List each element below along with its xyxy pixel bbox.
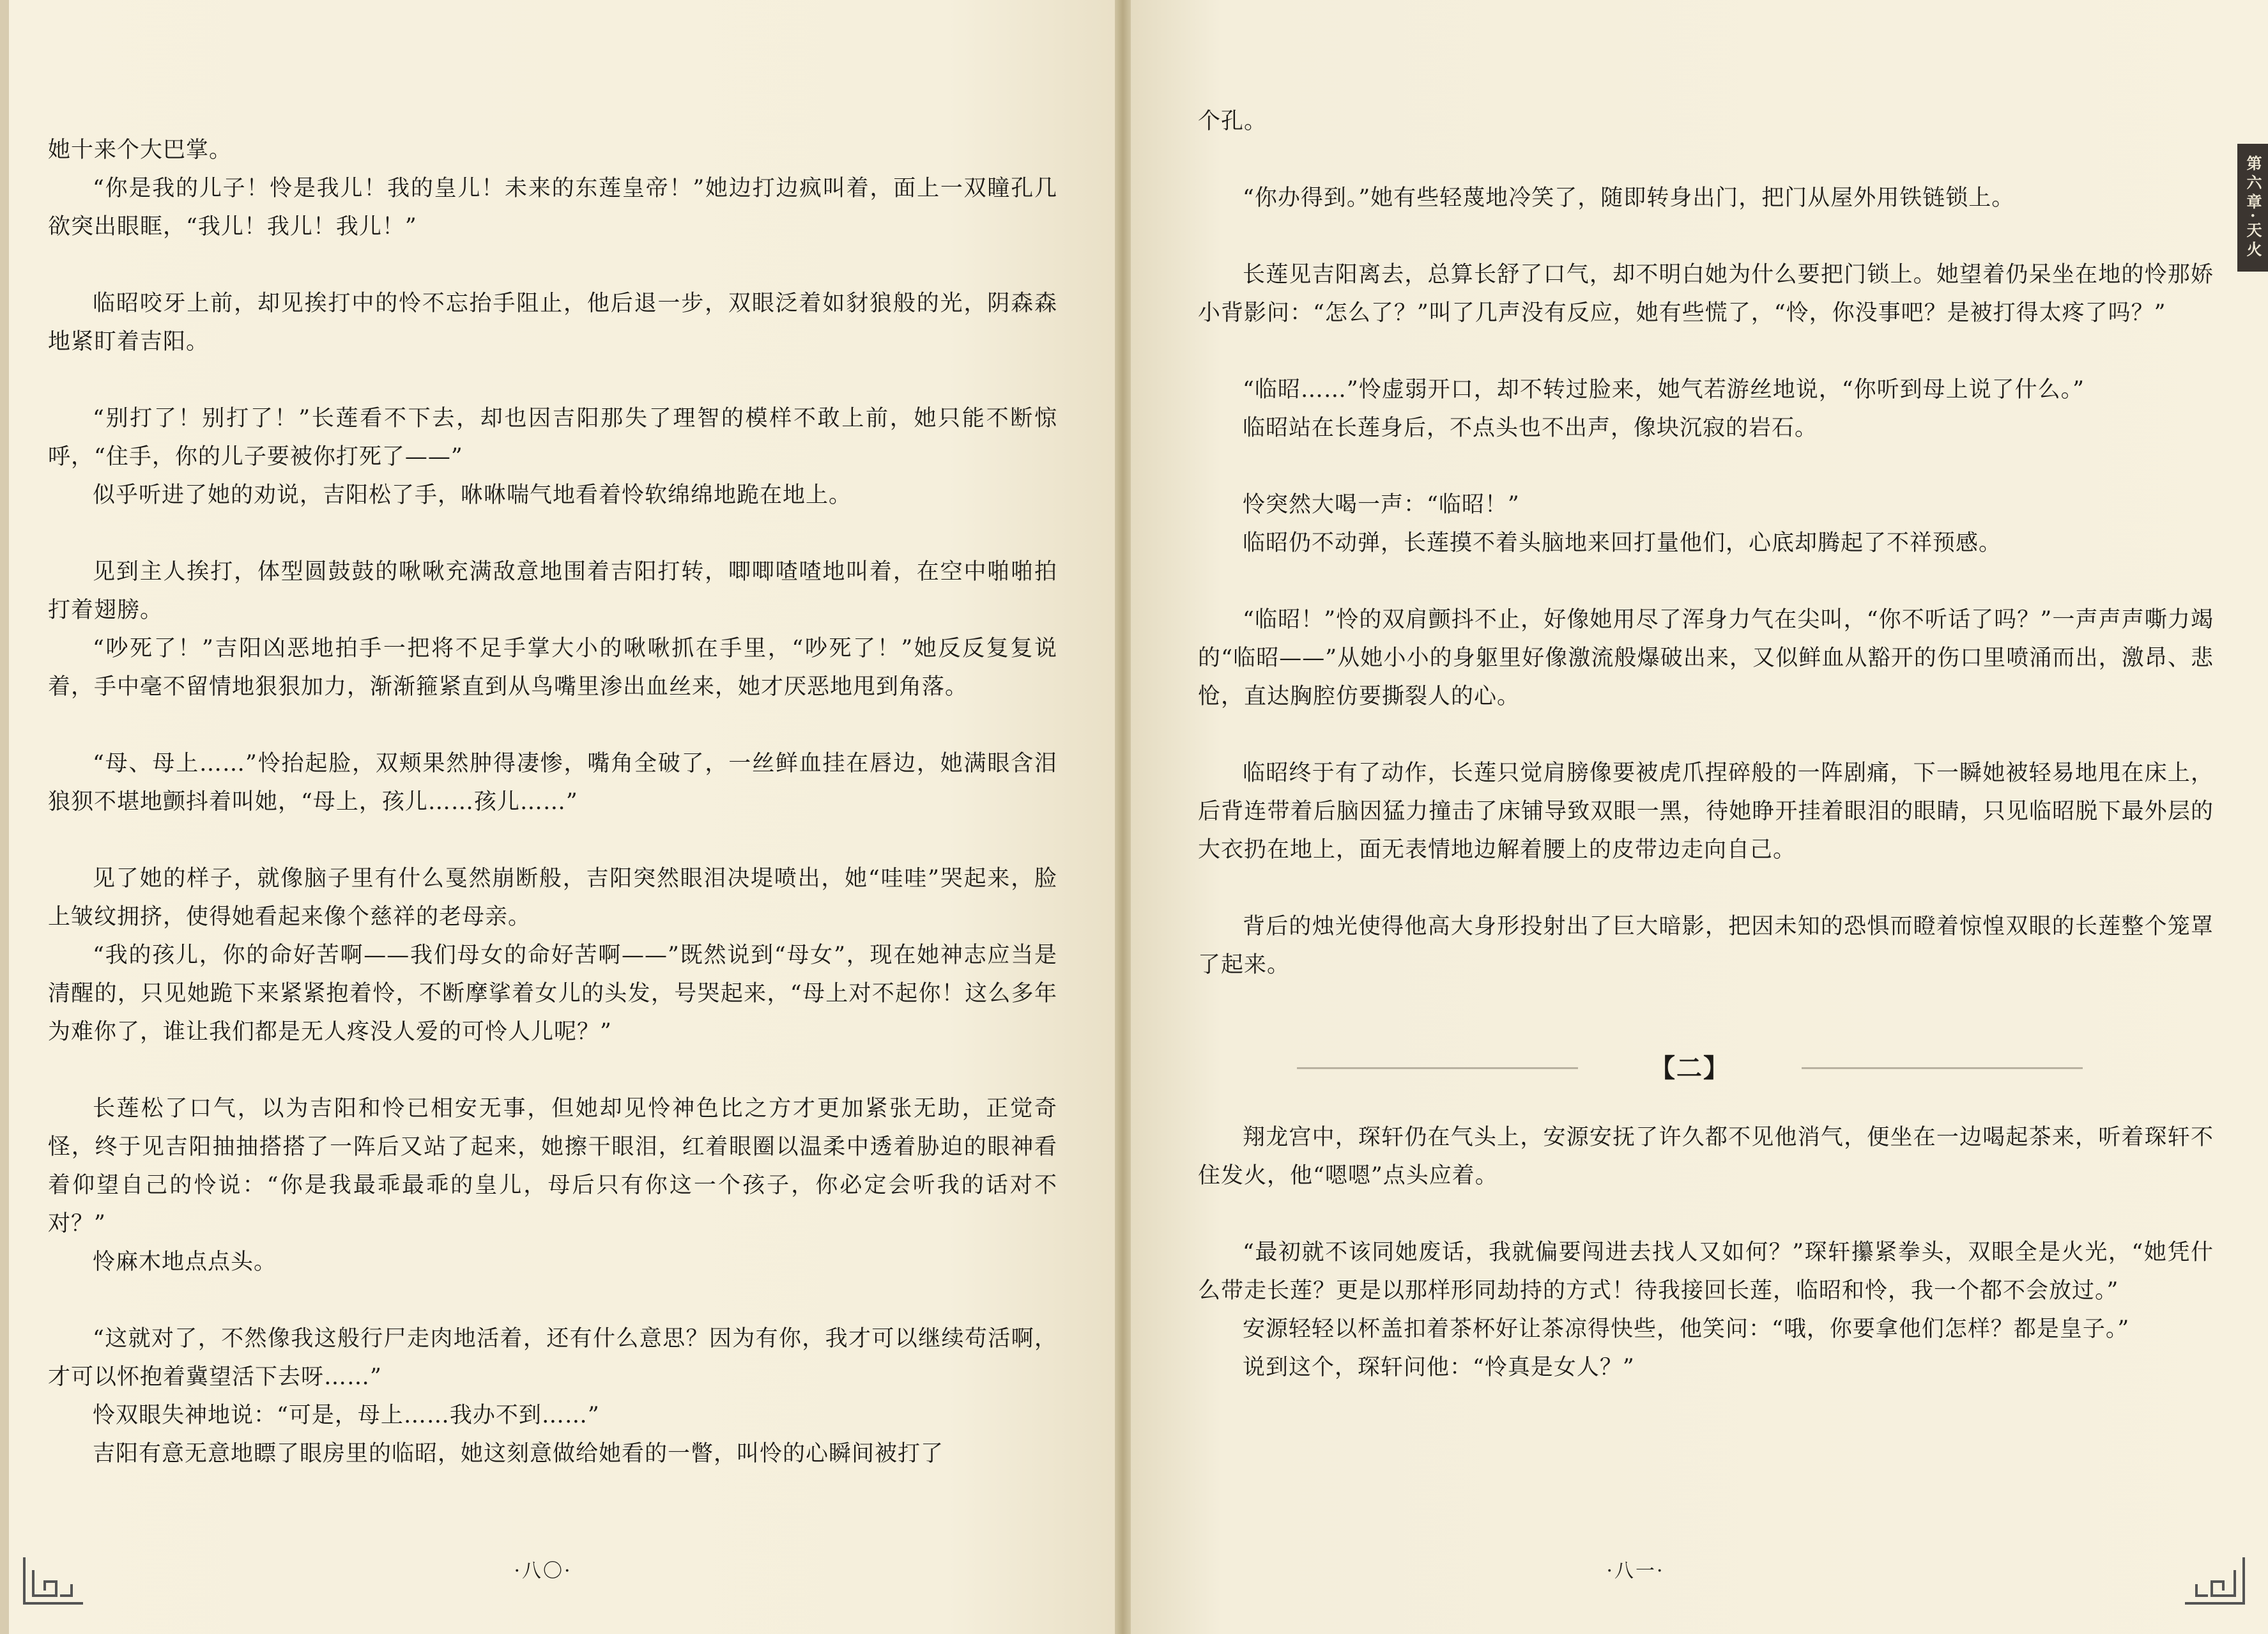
paragraph: “最初就不该同她废话，我就偏要闯进去找人又如何？”琛轩攥紧拳头，双眼全是火光，“她凭什么带走长莲？更是以那样形同劫持的方式！待我接回长莲，临昭和怜，我一个都不会放过。” (1198, 1240, 2214, 1304)
paragraph: 临昭仍不动弹，长莲摸不着头脑地来回打量他们，心底却腾起了不祥预感。 (1243, 530, 2002, 556)
paragraph: 临昭站在长莲身后，不点头也不出声，像块沉寂的岩石。 (1243, 415, 1818, 441)
paragraph: 个孔。 (1198, 109, 1268, 134)
paragraph: 背后的烛光使得他高大身形投射出了巨大暗影，把因未知的恐惧而瞪着惊惶双眼的长莲整个笼罩了起来。 (1198, 914, 2214, 978)
chapter-running-head: 第六章·天火 (2237, 144, 2268, 272)
paragraph: “你是我的儿子！怜是我儿！我的皇儿！未来的东莲皇帝！”她边打边疯叫着，面上一双瞳孔几欲突出眼眶，“我儿！我儿！我儿！” (48, 176, 1057, 240)
paragraph: “别打了！别打了！”长莲看不下去，却也因吉阳那失了理智的模样不敢上前，她只能不断惊呼，“住手，你的儿子要被你打死了——” (48, 406, 1057, 470)
paragraph: 见到主人挨打，体型圆鼓鼓的啾啾充满敌意地围着吉阳打转，唧唧喳喳地叫着，在空中啪啪拍打着翅膀。 (48, 559, 1057, 623)
corner-ornament-icon (19, 1551, 89, 1608)
paragraph: 吉阳有意无意地瞟了眼房里的临昭，她这刻意做给她看的一瞥，叫怜的心瞬间被打了 (93, 1441, 944, 1467)
paragraph: “临昭……”怜虚弱开口，却不转过脸来，她气若游丝地说，“你听到母上说了什么。” (1243, 377, 2085, 403)
paragraph: 翔龙宫中，琛轩仍在气头上，安源安抚了许久都不见他消气，便坐在一边喝起茶来，听着琛轩不住发火，他“嗯嗯”点头应着。 (1198, 1125, 2214, 1189)
paragraph: 怜突然大喝一声：“临昭！” (1243, 492, 1520, 518)
right-page-body (1198, 102, 2214, 1387)
paragraph: “母、母上……”怜抬起脸，双颊果然肿得凄惨，嘴角全破了，一丝鲜血挂在唇边，她满眼含泪狼狈不堪地颤抖着叫她，“母上，孩儿……孩儿……” (48, 751, 1057, 815)
page-number-left: ·八〇· (514, 1560, 572, 1582)
paragraph: 见了她的样子，就像脑子里有什么戛然崩断般，吉阳突然眼泪决堤喷出，她“哇哇”哭起来，脸上皱纹拥挤，使得她看起来像个慈祥的老母亲。 (48, 866, 1057, 930)
corner-ornament-icon (2179, 1551, 2249, 1608)
paragraph: 长莲松了口气，以为吉阳和怜已相安无事，但她却见怜神色比之方才更加紧张无助，正觉奇怪，终于见吉阳抽抽搭搭了一阵后又站了起来，她擦干眼泪，红着眼圈以温柔中透着胁迫的眼神看着仰望自己的怜说：“你是我最乖最乖的皇儿，母后只有你这一个孩子，你必定会听我的话对不对？” (48, 1096, 1057, 1237)
page-number-right: ·八一· (1606, 1560, 1665, 1582)
right-page (1131, 0, 2268, 1634)
left-page-body (48, 131, 1057, 1473)
paragraph: “吵死了！”吉阳凶恶地拍手一把将不足手掌大小的啾啾抓在手里，“吵死了！”她反反复复说着，手中毫不留情地狠狠加力，渐渐箍紧直到从鸟嘴里渗出血丝来，她才厌恶地甩到角落。 (48, 636, 1057, 700)
paragraph: 说到这个，琛轩问他：“怜真是女人？” (1243, 1355, 1635, 1380)
paragraph: 临昭咬牙上前，却见挨打中的怜不忘抬手阻止，他后退一步，双眼泛着如豺狼般的光，阴森森地紧盯着吉阳。 (48, 291, 1057, 355)
page-edge (0, 0, 9, 1634)
section-heading (1198, 1045, 2214, 1091)
paragraph: “这就对了，不然像我这般行尸走肉地活着，还有什么意思？因为有你，我才可以继续苟活啊，才可以怀抱着冀望活下去呀……” (48, 1326, 1057, 1390)
paragraph: “我的孩儿，你的命好苦啊——我们母女的命好苦啊——”既然说到“母女”，现在她神志应当是清醒的，只见她跪下来紧紧抱着怜，不断摩挲着女儿的头发，号哭起来，“母上对不起你！这么多年为难你了，谁让我们都是无人疼没人爱的可怜人儿呢？” (48, 943, 1057, 1045)
section-title: 【二】 (1650, 1053, 1730, 1083)
book-gutter (1115, 0, 1131, 1634)
paragraph: “你办得到。”她有些轻蔑地冷笑了，随即转身出门，把门从屋外用铁链锁上。 (1243, 185, 2015, 211)
paragraph: 怜双眼失神地说：“可是，母上……我办不到……” (93, 1403, 600, 1428)
left-page (0, 0, 1115, 1634)
paragraph: 似乎听进了她的劝说，吉阳松了手，咻咻喘气地看着怜软绵绵地跪在地上。 (93, 482, 852, 508)
paragraph: 长莲见吉阳离去，总算长舒了口气，却不明白她为什么要把门锁上。她望着仍呆坐在地的怜那娇小背影问：“怎么了？”叫了几声没有反应，她有些慌了，“怜，你没事吧？是被打得太疼了吗？” (1198, 262, 2214, 326)
paragraph: “临昭！”怜的双肩颤抖不止，好像她用尽了浑身力气在尖叫，“你不听话了吗？”一声声声嘶力竭的“临昭——”从她小小的身躯里好像激流般爆破出来，又似鲜血从豁开的伤口里喷涌而出，激昂、悲怆，直达胸腔仿要撕裂人的心。 (1198, 607, 2214, 709)
paragraph: 她十来个大巴掌。 (48, 137, 233, 163)
paragraph: 临昭终于有了动作，长莲只觉肩膀像要被虎爪捏碎般的一阵剧痛，下一瞬她被轻易地甩在床上，后背连带着后脑因猛力撞击了床铺导致双眼一黑，待她睁开挂着眼泪的眼睛，只见临昭脱下最外层的大衣扔在地上，面无表情地边解着腰上的皮带边走向自己。 (1198, 760, 2214, 863)
paragraph: 怜麻木地点点头。 (93, 1249, 277, 1275)
section-rule-right (1802, 1067, 2083, 1069)
paragraph: 安源轻轻以杯盖扣着茶杯好让茶凉得快些，他笑问：“哦，你要拿他们怎样？都是皇子。” (1243, 1316, 2130, 1342)
